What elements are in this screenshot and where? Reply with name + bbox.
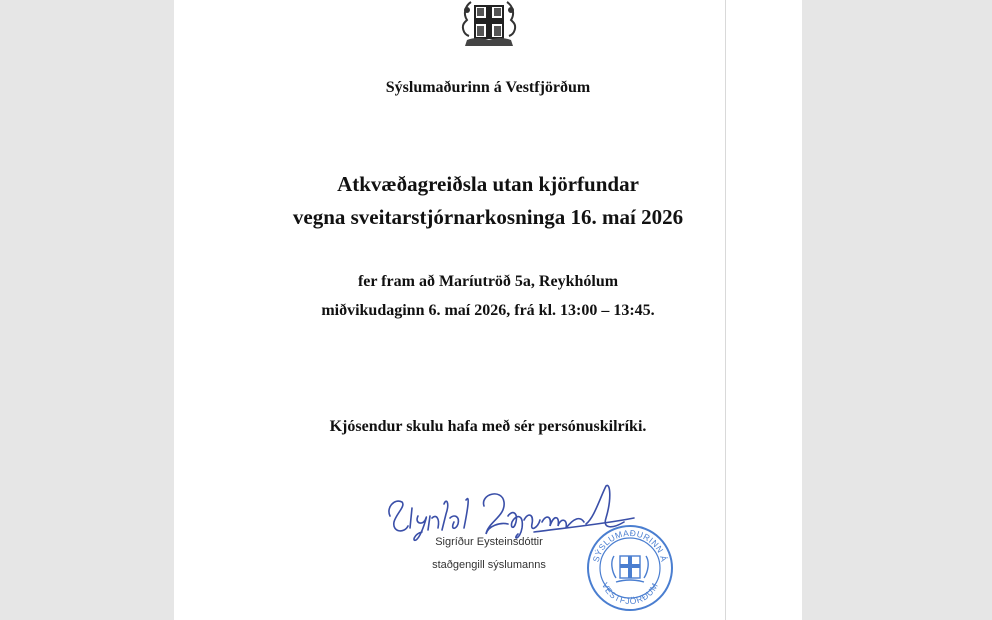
svg-text:SÝSLUMAÐURINN Á: SÝSLUMAÐURINN Á <box>590 527 670 564</box>
office-name: Sýslumaðurinn á Vestfjörðum <box>385 79 591 96</box>
document-page <box>174 0 802 620</box>
signer-name: Sigríður Eysteinsdóttir <box>435 536 543 548</box>
title-line-2: vegna sveitarstjórnarkosninga 16. maí 2026 <box>292 205 684 229</box>
datetime-line: miðvikudaginn 6. maí 2026, frá kl. 13:00 – 13:45. <box>321 302 655 319</box>
coat-of-arms-icon <box>457 0 521 50</box>
signer-role: staðgengill sýslumanns <box>432 559 546 571</box>
svg-text:VESTFJÖRÐUM: VESTFJÖRÐUM <box>599 580 661 607</box>
official-seal-stamp <box>584 522 676 614</box>
title-line-1: Atkvæðagreiðsla utan kjörfundar <box>337 172 639 196</box>
id-notice: Kjósendur skulu hafa með sér persónuskilríki. <box>329 418 647 435</box>
location-line: fer fram að Maríutröð 5a, Reykhólum <box>357 273 619 290</box>
